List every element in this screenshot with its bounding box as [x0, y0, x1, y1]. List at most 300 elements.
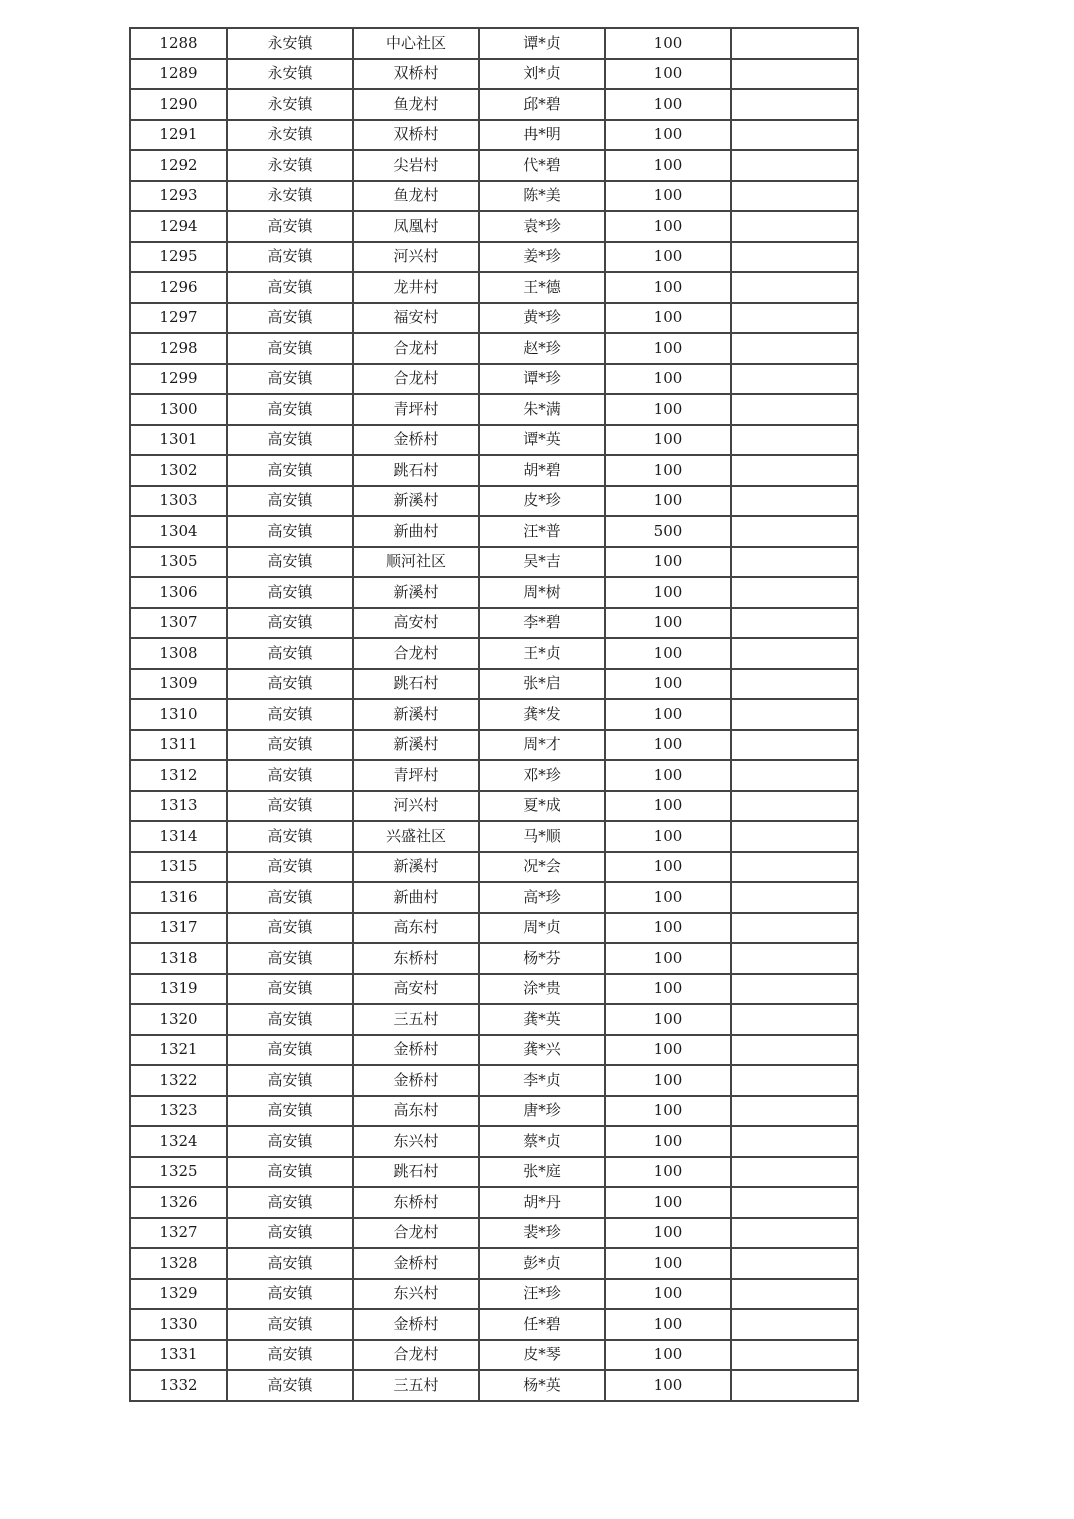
- village-cell: 新溪村: [353, 577, 479, 608]
- town-cell: 高安镇: [227, 1065, 353, 1096]
- village-cell: 合龙村: [353, 638, 479, 669]
- village-cell: 跳石村: [353, 1157, 479, 1188]
- amount-cell: 100: [605, 1035, 731, 1066]
- table-row: [130, 1004, 858, 1035]
- remark-cell: [731, 425, 858, 456]
- town-cell: 高安镇: [227, 1218, 353, 1249]
- table-row: [130, 882, 858, 913]
- serial-number-cell: 1292: [130, 150, 227, 181]
- amount-cell: 100: [605, 1096, 731, 1127]
- table-row: [130, 181, 858, 212]
- amount-cell: 100: [605, 608, 731, 639]
- name-cell: 王*德: [479, 272, 605, 303]
- table-row: [130, 669, 858, 700]
- remark-cell: [731, 852, 858, 883]
- village-cell: 新溪村: [353, 852, 479, 883]
- remark-cell: [731, 1309, 858, 1340]
- table-row: [130, 272, 858, 303]
- amount-cell: 100: [605, 1279, 731, 1310]
- amount-cell: 100: [605, 791, 731, 822]
- village-cell: 新溪村: [353, 486, 479, 517]
- serial-number-cell: 1322: [130, 1065, 227, 1096]
- name-cell: 龚*兴: [479, 1035, 605, 1066]
- amount-cell: 100: [605, 852, 731, 883]
- village-cell: 东桥村: [353, 943, 479, 974]
- village-cell: 金桥村: [353, 1309, 479, 1340]
- village-cell: 兴盛社区: [353, 821, 479, 852]
- amount-cell: 100: [605, 730, 731, 761]
- remark-cell: [731, 211, 858, 242]
- table-row: [130, 943, 858, 974]
- town-cell: 高安镇: [227, 913, 353, 944]
- name-cell: 刘*贞: [479, 59, 605, 90]
- town-cell: 高安镇: [227, 974, 353, 1005]
- remark-cell: [731, 547, 858, 578]
- town-cell: 高安镇: [227, 638, 353, 669]
- serial-number-cell: 1301: [130, 425, 227, 456]
- remark-cell: [731, 1340, 858, 1371]
- amount-cell: 100: [605, 59, 731, 90]
- village-cell: 新曲村: [353, 516, 479, 547]
- serial-number-cell: 1295: [130, 242, 227, 273]
- amount-cell: 100: [605, 150, 731, 181]
- village-cell: 跳石村: [353, 455, 479, 486]
- village-cell: 合龙村: [353, 333, 479, 364]
- town-cell: 永安镇: [227, 89, 353, 120]
- serial-number-cell: 1299: [130, 364, 227, 395]
- amount-cell: 100: [605, 1187, 731, 1218]
- table-row: [130, 1035, 858, 1066]
- town-cell: 高安镇: [227, 486, 353, 517]
- serial-number-cell: 1310: [130, 699, 227, 730]
- town-cell: 高安镇: [227, 242, 353, 273]
- village-cell: 高安村: [353, 974, 479, 1005]
- village-cell: 尖岩村: [353, 150, 479, 181]
- village-cell: 合龙村: [353, 1340, 479, 1371]
- serial-number-cell: 1330: [130, 1309, 227, 1340]
- table-row: [130, 516, 858, 547]
- name-cell: 王*贞: [479, 638, 605, 669]
- name-cell: 谭*英: [479, 425, 605, 456]
- name-cell: 皮*珍: [479, 486, 605, 517]
- town-cell: 高安镇: [227, 364, 353, 395]
- remark-cell: [731, 943, 858, 974]
- remark-cell: [731, 1065, 858, 1096]
- town-cell: 高安镇: [227, 730, 353, 761]
- name-cell: 陈*美: [479, 181, 605, 212]
- town-cell: 高安镇: [227, 1279, 353, 1310]
- name-cell: 况*会: [479, 852, 605, 883]
- town-cell: 高安镇: [227, 1035, 353, 1066]
- serial-number-cell: 1320: [130, 1004, 227, 1035]
- amount-cell: 100: [605, 882, 731, 913]
- amount-cell: 100: [605, 1370, 731, 1401]
- remark-cell: [731, 1187, 858, 1218]
- serial-number-cell: 1313: [130, 791, 227, 822]
- village-cell: 福安村: [353, 303, 479, 334]
- serial-number-cell: 1332: [130, 1370, 227, 1401]
- table-row: [130, 638, 858, 669]
- serial-number-cell: 1321: [130, 1035, 227, 1066]
- serial-number-cell: 1318: [130, 943, 227, 974]
- remark-cell: [731, 1157, 858, 1188]
- name-cell: 张*庭: [479, 1157, 605, 1188]
- name-cell: 邓*珍: [479, 760, 605, 791]
- table-row: [130, 699, 858, 730]
- village-cell: 青坪村: [353, 760, 479, 791]
- remark-cell: [731, 608, 858, 639]
- table-row: [130, 760, 858, 791]
- amount-cell: 100: [605, 638, 731, 669]
- amount-cell: 500: [605, 516, 731, 547]
- table-row: [130, 28, 858, 59]
- town-cell: 高安镇: [227, 852, 353, 883]
- name-cell: 李*碧: [479, 608, 605, 639]
- village-cell: 新溪村: [353, 730, 479, 761]
- table-row: [130, 364, 858, 395]
- village-cell: 三五村: [353, 1370, 479, 1401]
- table-row: [130, 821, 858, 852]
- serial-number-cell: 1291: [130, 120, 227, 151]
- serial-number-cell: 1300: [130, 394, 227, 425]
- remark-cell: [731, 303, 858, 334]
- remark-cell: [731, 974, 858, 1005]
- name-cell: 杨*芬: [479, 943, 605, 974]
- name-cell: 周*贞: [479, 913, 605, 944]
- table-row: [130, 913, 858, 944]
- village-cell: 金桥村: [353, 1035, 479, 1066]
- name-cell: 彭*贞: [479, 1248, 605, 1279]
- remark-cell: [731, 1096, 858, 1127]
- amount-cell: 100: [605, 1248, 731, 1279]
- table-row: [130, 730, 858, 761]
- amount-cell: 100: [605, 1157, 731, 1188]
- name-cell: 冉*明: [479, 120, 605, 151]
- table-row: [130, 455, 858, 486]
- table-row: [130, 1309, 858, 1340]
- name-cell: 蔡*贞: [479, 1126, 605, 1157]
- town-cell: 高安镇: [227, 394, 353, 425]
- town-cell: 高安镇: [227, 1126, 353, 1157]
- table-row: [130, 150, 858, 181]
- town-cell: 高安镇: [227, 760, 353, 791]
- serial-number-cell: 1294: [130, 211, 227, 242]
- name-cell: 赵*珍: [479, 333, 605, 364]
- serial-number-cell: 1306: [130, 577, 227, 608]
- remark-cell: [731, 730, 858, 761]
- serial-number-cell: 1315: [130, 852, 227, 883]
- town-cell: 高安镇: [227, 1157, 353, 1188]
- town-cell: 高安镇: [227, 1187, 353, 1218]
- town-cell: 高安镇: [227, 547, 353, 578]
- name-cell: 高*珍: [479, 882, 605, 913]
- village-cell: 龙井村: [353, 272, 479, 303]
- table-row: [130, 1370, 858, 1401]
- town-cell: 永安镇: [227, 150, 353, 181]
- remark-cell: [731, 760, 858, 791]
- name-cell: 汪*珍: [479, 1279, 605, 1310]
- table-row: [130, 1126, 858, 1157]
- table-row: [130, 791, 858, 822]
- remark-cell: [731, 1248, 858, 1279]
- village-cell: 金桥村: [353, 1065, 479, 1096]
- town-cell: 高安镇: [227, 425, 353, 456]
- remark-cell: [731, 150, 858, 181]
- amount-cell: 100: [605, 303, 731, 334]
- remark-cell: [731, 516, 858, 547]
- remark-cell: [731, 1126, 858, 1157]
- remark-cell: [731, 1218, 858, 1249]
- serial-number-cell: 1329: [130, 1279, 227, 1310]
- village-cell: 鱼龙村: [353, 89, 479, 120]
- remark-cell: [731, 791, 858, 822]
- village-cell: 合龙村: [353, 1218, 479, 1249]
- name-cell: 谭*珍: [479, 364, 605, 395]
- serial-number-cell: 1303: [130, 486, 227, 517]
- name-cell: 代*碧: [479, 150, 605, 181]
- town-cell: 高安镇: [227, 333, 353, 364]
- town-cell: 高安镇: [227, 1004, 353, 1035]
- serial-number-cell: 1293: [130, 181, 227, 212]
- serial-number-cell: 1304: [130, 516, 227, 547]
- name-cell: 涂*贵: [479, 974, 605, 1005]
- amount-cell: 100: [605, 913, 731, 944]
- remark-cell: [731, 242, 858, 273]
- village-cell: 东桥村: [353, 1187, 479, 1218]
- serial-number-cell: 1311: [130, 730, 227, 761]
- amount-cell: 100: [605, 364, 731, 395]
- serial-number-cell: 1327: [130, 1218, 227, 1249]
- table-row: [130, 1157, 858, 1188]
- amount-cell: 100: [605, 1126, 731, 1157]
- table-row: [130, 1187, 858, 1218]
- remark-cell: [731, 28, 858, 59]
- name-cell: 龚*英: [479, 1004, 605, 1035]
- town-cell: 高安镇: [227, 1248, 353, 1279]
- town-cell: 高安镇: [227, 669, 353, 700]
- village-cell: 三五村: [353, 1004, 479, 1035]
- amount-cell: 100: [605, 89, 731, 120]
- amount-cell: 100: [605, 669, 731, 700]
- table-row: [130, 1096, 858, 1127]
- town-cell: 高安镇: [227, 577, 353, 608]
- village-cell: 中心社区: [353, 28, 479, 59]
- table-row: [130, 1248, 858, 1279]
- town-cell: 高安镇: [227, 608, 353, 639]
- remark-cell: [731, 59, 858, 90]
- name-cell: 袁*珍: [479, 211, 605, 242]
- remark-cell: [731, 455, 858, 486]
- name-cell: 龚*发: [479, 699, 605, 730]
- table-row: [130, 974, 858, 1005]
- amount-cell: 100: [605, 943, 731, 974]
- remark-cell: [731, 181, 858, 212]
- amount-cell: 100: [605, 333, 731, 364]
- amount-cell: 100: [605, 425, 731, 456]
- village-cell: 新曲村: [353, 882, 479, 913]
- table-row: [130, 608, 858, 639]
- table-row: [130, 1065, 858, 1096]
- town-cell: 永安镇: [227, 28, 353, 59]
- serial-number-cell: 1296: [130, 272, 227, 303]
- name-cell: 胡*碧: [479, 455, 605, 486]
- records-table: [129, 27, 859, 1402]
- table-row: [130, 394, 858, 425]
- village-cell: 双桥村: [353, 120, 479, 151]
- remark-cell: [731, 89, 858, 120]
- remark-cell: [731, 394, 858, 425]
- serial-number-cell: 1324: [130, 1126, 227, 1157]
- town-cell: 高安镇: [227, 1340, 353, 1371]
- remark-cell: [731, 1035, 858, 1066]
- table-row: [130, 577, 858, 608]
- table-row: [130, 89, 858, 120]
- amount-cell: 100: [605, 547, 731, 578]
- amount-cell: 100: [605, 1309, 731, 1340]
- table-row: [130, 120, 858, 151]
- name-cell: 汪*普: [479, 516, 605, 547]
- amount-cell: 100: [605, 760, 731, 791]
- village-cell: 双桥村: [353, 59, 479, 90]
- town-cell: 永安镇: [227, 181, 353, 212]
- remark-cell: [731, 364, 858, 395]
- village-cell: 高东村: [353, 1096, 479, 1127]
- village-cell: 鱼龙村: [353, 181, 479, 212]
- remark-cell: [731, 1004, 858, 1035]
- name-cell: 马*顺: [479, 821, 605, 852]
- amount-cell: 100: [605, 394, 731, 425]
- amount-cell: 100: [605, 699, 731, 730]
- serial-number-cell: 1325: [130, 1157, 227, 1188]
- amount-cell: 100: [605, 974, 731, 1005]
- amount-cell: 100: [605, 211, 731, 242]
- table-row: [130, 852, 858, 883]
- serial-number-cell: 1323: [130, 1096, 227, 1127]
- town-cell: 高安镇: [227, 1370, 353, 1401]
- remark-cell: [731, 882, 858, 913]
- village-cell: 青坪村: [353, 394, 479, 425]
- name-cell: 谭*贞: [479, 28, 605, 59]
- amount-cell: 100: [605, 242, 731, 273]
- remark-cell: [731, 1279, 858, 1310]
- remark-cell: [731, 333, 858, 364]
- serial-number-cell: 1308: [130, 638, 227, 669]
- amount-cell: 100: [605, 821, 731, 852]
- town-cell: 高安镇: [227, 821, 353, 852]
- remark-cell: [731, 669, 858, 700]
- village-cell: 金桥村: [353, 1248, 479, 1279]
- amount-cell: 100: [605, 486, 731, 517]
- amount-cell: 100: [605, 1218, 731, 1249]
- amount-cell: 100: [605, 1065, 731, 1096]
- amount-cell: 100: [605, 181, 731, 212]
- name-cell: 朱*满: [479, 394, 605, 425]
- serial-number-cell: 1288: [130, 28, 227, 59]
- table-row: [130, 211, 858, 242]
- name-cell: 邱*碧: [479, 89, 605, 120]
- town-cell: 永安镇: [227, 59, 353, 90]
- table-row: [130, 547, 858, 578]
- village-cell: 高安村: [353, 608, 479, 639]
- town-cell: 高安镇: [227, 516, 353, 547]
- serial-number-cell: 1326: [130, 1187, 227, 1218]
- name-cell: 夏*成: [479, 791, 605, 822]
- amount-cell: 100: [605, 1004, 731, 1035]
- village-cell: 凤凰村: [353, 211, 479, 242]
- table-row: [130, 303, 858, 334]
- table-row: [130, 242, 858, 273]
- serial-number-cell: 1317: [130, 913, 227, 944]
- town-cell: 高安镇: [227, 1309, 353, 1340]
- table-row: [130, 1218, 858, 1249]
- serial-number-cell: 1331: [130, 1340, 227, 1371]
- name-cell: 张*启: [479, 669, 605, 700]
- town-cell: 高安镇: [227, 455, 353, 486]
- village-cell: 新溪村: [353, 699, 479, 730]
- amount-cell: 100: [605, 455, 731, 486]
- town-cell: 高安镇: [227, 943, 353, 974]
- town-cell: 高安镇: [227, 791, 353, 822]
- name-cell: 任*碧: [479, 1309, 605, 1340]
- village-cell: 高东村: [353, 913, 479, 944]
- name-cell: 杨*英: [479, 1370, 605, 1401]
- table-row: [130, 333, 858, 364]
- name-cell: 周*树: [479, 577, 605, 608]
- village-cell: 河兴村: [353, 242, 479, 273]
- serial-number-cell: 1298: [130, 333, 227, 364]
- table-row: [130, 425, 858, 456]
- town-cell: 高安镇: [227, 882, 353, 913]
- table-row: [130, 1279, 858, 1310]
- town-cell: 永安镇: [227, 120, 353, 151]
- records-table-body: [130, 28, 858, 1401]
- village-cell: 金桥村: [353, 425, 479, 456]
- village-cell: 河兴村: [353, 791, 479, 822]
- name-cell: 胡*丹: [479, 1187, 605, 1218]
- amount-cell: 100: [605, 272, 731, 303]
- name-cell: 裴*珍: [479, 1218, 605, 1249]
- name-cell: 黄*珍: [479, 303, 605, 334]
- village-cell: 跳石村: [353, 669, 479, 700]
- name-cell: 皮*琴: [479, 1340, 605, 1371]
- serial-number-cell: 1305: [130, 547, 227, 578]
- remark-cell: [731, 577, 858, 608]
- remark-cell: [731, 120, 858, 151]
- amount-cell: 100: [605, 577, 731, 608]
- serial-number-cell: 1328: [130, 1248, 227, 1279]
- remark-cell: [731, 699, 858, 730]
- town-cell: 高安镇: [227, 303, 353, 334]
- town-cell: 高安镇: [227, 1096, 353, 1127]
- table-row: [130, 486, 858, 517]
- serial-number-cell: 1289: [130, 59, 227, 90]
- table-row: [130, 1340, 858, 1371]
- serial-number-cell: 1290: [130, 89, 227, 120]
- amount-cell: 100: [605, 120, 731, 151]
- name-cell: 李*贞: [479, 1065, 605, 1096]
- table-row: [130, 59, 858, 90]
- town-cell: 高安镇: [227, 272, 353, 303]
- serial-number-cell: 1297: [130, 303, 227, 334]
- amount-cell: 100: [605, 28, 731, 59]
- serial-number-cell: 1319: [130, 974, 227, 1005]
- name-cell: 吴*吉: [479, 547, 605, 578]
- remark-cell: [731, 913, 858, 944]
- amount-cell: 100: [605, 1340, 731, 1371]
- name-cell: 唐*珍: [479, 1096, 605, 1127]
- serial-number-cell: 1309: [130, 669, 227, 700]
- name-cell: 姜*珍: [479, 242, 605, 273]
